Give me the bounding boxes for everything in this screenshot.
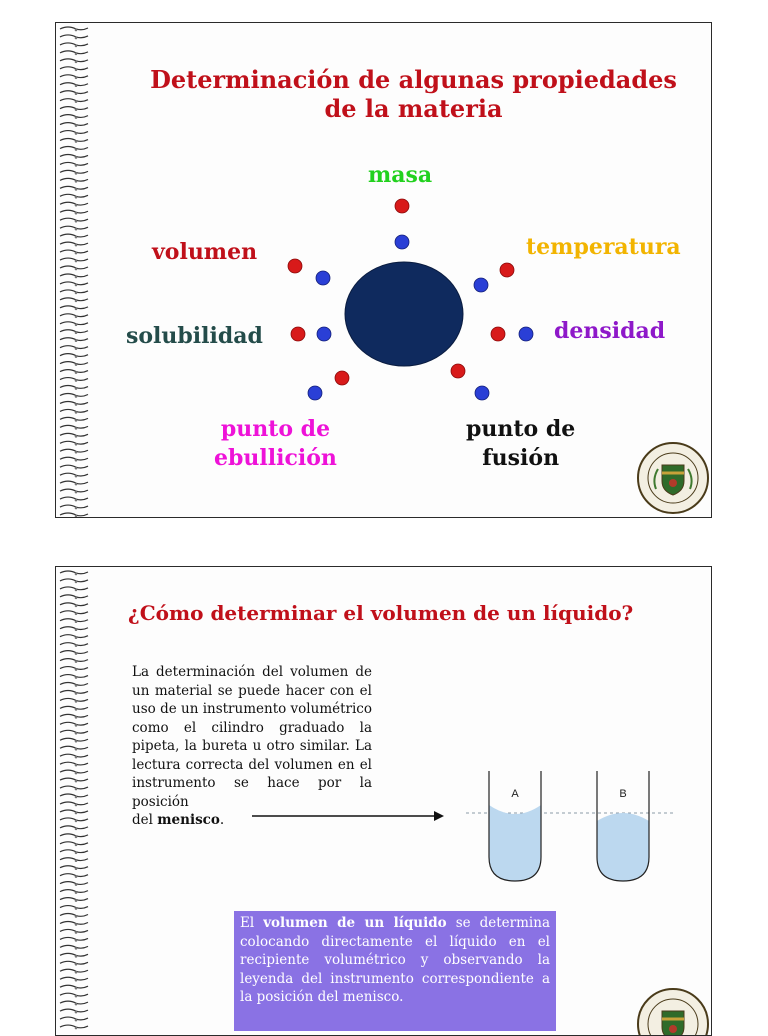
property-punto-ebullicion (214, 415, 337, 473)
slide-title: ¿Cómo determinar el volumen de un líquido? (128, 601, 634, 625)
tube-a-liquid (489, 805, 541, 881)
red-dot-icon (291, 327, 305, 341)
tube-a-label: A (511, 788, 519, 800)
box-text: se determina colocando directamente el líquido en el recipiente volumétrico y observando la leyenda del instrumento correspondiente a la posición del menisco. (240, 915, 550, 1005)
property-densidad: densidad (554, 318, 666, 344)
red-dot-icon (500, 263, 514, 277)
university-seal-icon (636, 441, 710, 515)
blue-dot-icon (395, 235, 409, 249)
red-dot-icon (288, 259, 302, 273)
red-dot-icon (491, 327, 505, 341)
tube-b (597, 771, 649, 881)
property-masa: masa (368, 162, 433, 188)
red-dot-icon (451, 364, 465, 378)
paragraph-line: material se puede hacer con el uso (132, 682, 372, 717)
blue-dot-icon (316, 271, 330, 285)
property-punto-fusion (466, 415, 575, 473)
university-seal-icon (636, 987, 710, 1036)
slide-properties (55, 22, 712, 518)
paragraph-last-prefix: del (132, 812, 158, 828)
center-disc (345, 262, 463, 366)
punto-ebullicion-line-2: ebullición (214, 445, 337, 471)
pointer-arrow-icon (252, 810, 444, 822)
punto-ebullicion-line-1: punto de (220, 416, 331, 442)
punto-fusion-line-1: punto de (466, 416, 576, 442)
blue-dot-icon (475, 386, 489, 400)
volume-paragraph (132, 663, 372, 830)
paragraph-line: como el cilindro graduado la pipeta, (132, 719, 372, 754)
red-dot-icon (335, 371, 349, 385)
box-bold-term: volumen de un líquido (263, 915, 447, 931)
property-temperatura: temperatura (526, 234, 681, 260)
slide-volume (55, 566, 712, 1036)
paragraph-line: de un instrumento volumétrico (160, 701, 372, 717)
blue-dot-icon (308, 386, 322, 400)
volume-definition-box (234, 911, 556, 1031)
blue-dot-icon (519, 327, 533, 341)
paragraph-line: instrumento se hace por la posición (132, 775, 372, 810)
property-solubilidad: solubilidad (126, 323, 263, 349)
property-volumen: volumen (152, 239, 258, 265)
meniscus-tubes (456, 765, 686, 895)
paragraph-line: La determinación del volumen de un (132, 664, 372, 699)
title-line-2: de la materia (324, 94, 503, 123)
menisco-term: menisco (157, 812, 220, 828)
tube-a (489, 771, 541, 881)
blue-dot-icon (474, 278, 488, 292)
properties-diagram (56, 23, 712, 518)
title-line-1: Determinación de algunas propiedades (150, 65, 677, 94)
blue-dot-icon (317, 327, 331, 341)
tube-b-label: B (619, 788, 627, 800)
punto-fusion-line-2: fusión (482, 445, 560, 471)
paragraph-lines (132, 663, 372, 811)
paragraph-last-suffix: . (219, 812, 225, 828)
spiral-binding-icon (56, 567, 90, 1035)
paragraph-line: correcta del volumen en el (185, 756, 373, 773)
tube-b-liquid (597, 813, 649, 881)
paragraph-line: la bureta u otro similar. La lectura (132, 738, 372, 773)
red-dot-icon (395, 199, 409, 213)
box-prefix: El (240, 915, 264, 931)
